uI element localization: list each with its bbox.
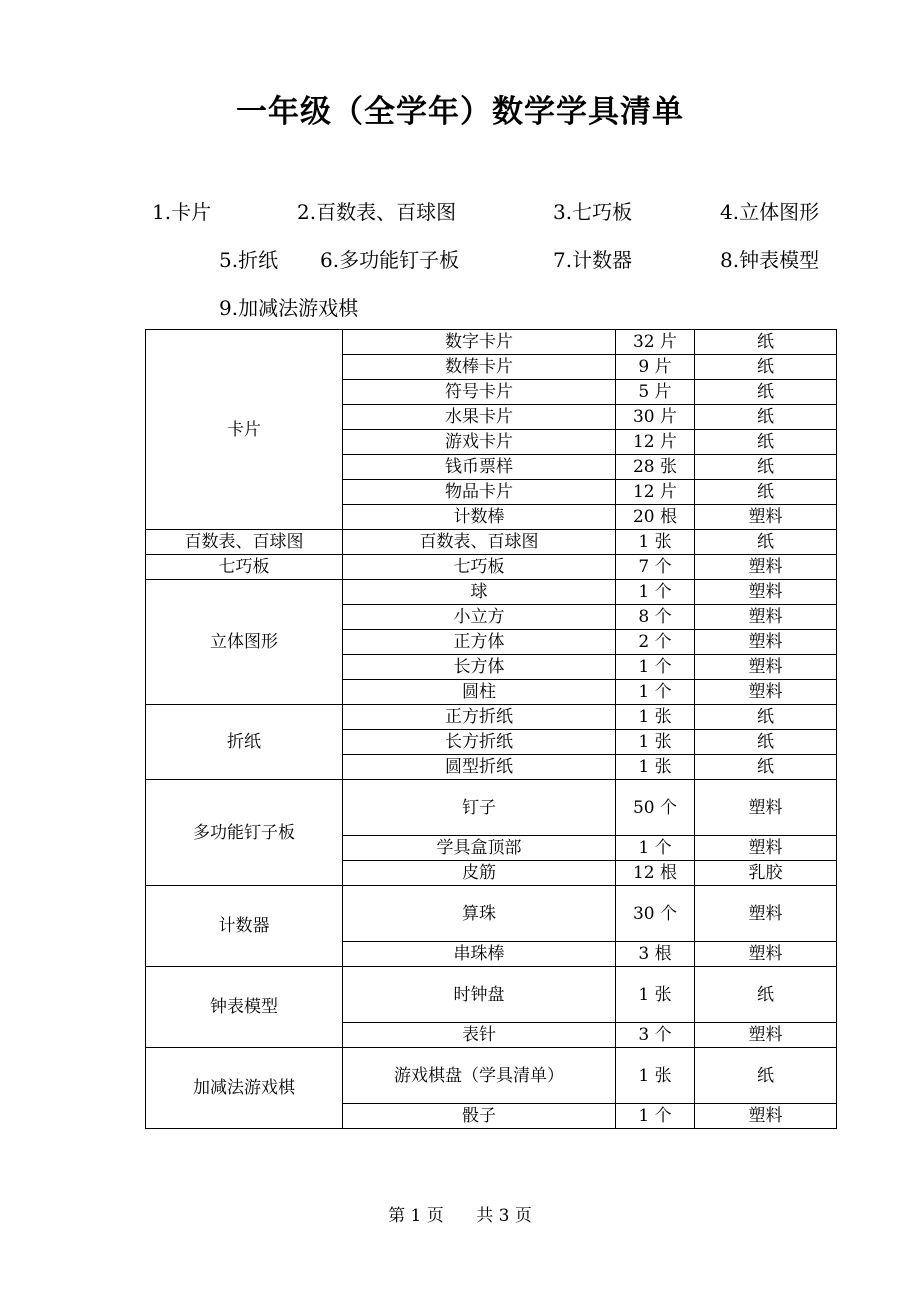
list-item: 1.卡片 [152,200,212,224]
table-row [146,330,837,355]
material-cell: 纸 [695,480,837,505]
item-name-cell: 正方体 [343,630,616,655]
item-name-cell: 七巧板 [343,555,616,580]
material-cell: 塑料 [695,605,837,630]
items-table-body [146,330,837,1129]
table-row [146,1048,837,1104]
material-cell: 塑料 [695,680,837,705]
list-item: 5.折纸 [219,248,279,272]
quantity-cell: 30 个 [616,886,695,942]
item-name-cell: 皮筋 [343,861,616,886]
category-cell: 卡片 [146,330,343,530]
quantity-cell: 1 张 [616,1048,695,1104]
category-cell: 加减法游戏棋 [146,1048,343,1129]
quantity-cell: 9 片 [616,355,695,380]
quantity-cell: 12 根 [616,861,695,886]
list-item: 6.多功能钉子板 [320,248,460,272]
table-row [146,580,837,605]
material-cell: 纸 [695,705,837,730]
material-cell: 塑料 [695,630,837,655]
item-name-cell: 学具盒顶部 [343,836,616,861]
item-name-cell: 钱币票样 [343,455,616,480]
quantity-cell: 8 个 [616,605,695,630]
item-name-cell: 球 [343,580,616,605]
quantity-cell: 7 个 [616,555,695,580]
table-row [146,530,837,555]
item-name-cell: 圆型折纸 [343,755,616,780]
material-cell: 塑料 [695,655,837,680]
item-name-cell: 游戏卡片 [343,430,616,455]
table-row [146,780,837,836]
table-row [146,555,837,580]
material-cell: 纸 [695,1048,837,1104]
quantity-cell: 1 张 [616,705,695,730]
material-cell: 塑料 [695,942,837,967]
table-row [146,967,837,1023]
quantity-cell: 50 个 [616,780,695,836]
quantity-cell: 1 个 [616,580,695,605]
list-item: 4.立体图形 [720,200,820,224]
category-cell: 计数器 [146,886,343,967]
category-cell: 七巧板 [146,555,343,580]
item-name-cell: 钉子 [343,780,616,836]
material-cell: 塑料 [695,580,837,605]
list-item: 3.七巧板 [553,200,633,224]
quantity-cell: 1 张 [616,967,695,1023]
table-row [146,705,837,730]
material-cell: 纸 [695,530,837,555]
list-item: 9.加减法游戏棋 [219,296,359,320]
page-footer: 第 1 页 共 3 页 [388,1206,532,1226]
material-cell: 纸 [695,730,837,755]
quantity-cell: 1 张 [616,730,695,755]
material-cell: 纸 [695,330,837,355]
item-name-cell: 水果卡片 [343,405,616,430]
quantity-cell: 32 片 [616,330,695,355]
item-name-cell: 圆柱 [343,680,616,705]
list-item: 7.计数器 [553,248,633,272]
material-cell: 塑料 [695,836,837,861]
item-name-cell: 计数棒 [343,505,616,530]
quantity-cell: 1 个 [616,836,695,861]
material-cell: 纸 [695,755,837,780]
quantity-cell: 3 个 [616,1023,695,1048]
material-cell: 纸 [695,455,837,480]
page-title: 一年级（全学年）数学学具清单 [236,94,684,130]
quantity-cell: 1 个 [616,655,695,680]
item-name-cell: 数棒卡片 [343,355,616,380]
quantity-cell: 12 片 [616,480,695,505]
material-cell: 塑料 [695,555,837,580]
item-name-cell: 符号卡片 [343,380,616,405]
item-name-cell: 物品卡片 [343,480,616,505]
item-name-cell: 长方体 [343,655,616,680]
quantity-cell: 2 个 [616,630,695,655]
material-cell: 塑料 [695,886,837,942]
item-name-cell: 串珠棒 [343,942,616,967]
item-name-cell: 小立方 [343,605,616,630]
category-cell: 百数表、百球图 [146,530,343,555]
material-cell: 塑料 [695,780,837,836]
material-cell: 纸 [695,430,837,455]
items-table [145,329,837,1129]
item-name-cell: 骰子 [343,1104,616,1129]
quantity-cell: 5 片 [616,380,695,405]
quantity-cell: 20 根 [616,505,695,530]
list-item: 8.钟表模型 [720,248,820,272]
item-name-cell: 百数表、百球图 [343,530,616,555]
material-cell: 纸 [695,355,837,380]
material-cell: 塑料 [695,505,837,530]
quantity-cell: 1 张 [616,755,695,780]
quantity-cell: 3 根 [616,942,695,967]
material-cell: 纸 [695,380,837,405]
quantity-cell: 1 个 [616,680,695,705]
table-row [146,886,837,942]
category-cell: 钟表模型 [146,967,343,1048]
list-item: 2.百数表、百球图 [297,200,457,224]
item-name-cell: 时钟盘 [343,967,616,1023]
item-name-cell: 表针 [343,1023,616,1048]
category-cell: 立体图形 [146,580,343,705]
quantity-cell: 12 片 [616,430,695,455]
item-name-cell: 算珠 [343,886,616,942]
quantity-cell: 1 张 [616,530,695,555]
item-name-cell: 正方折纸 [343,705,616,730]
quantity-cell: 30 片 [616,405,695,430]
quantity-cell: 28 张 [616,455,695,480]
quantity-cell: 1 个 [616,1104,695,1129]
item-name-cell: 游戏棋盘（学具清单） [343,1048,616,1104]
item-name-cell: 数字卡片 [343,330,616,355]
category-cell: 多功能钉子板 [146,780,343,886]
category-cell: 折纸 [146,705,343,780]
material-cell: 塑料 [695,1023,837,1048]
material-cell: 乳胶 [695,861,837,886]
material-cell: 纸 [695,405,837,430]
material-cell: 塑料 [695,1104,837,1129]
material-cell: 纸 [695,967,837,1023]
item-name-cell: 长方折纸 [343,730,616,755]
